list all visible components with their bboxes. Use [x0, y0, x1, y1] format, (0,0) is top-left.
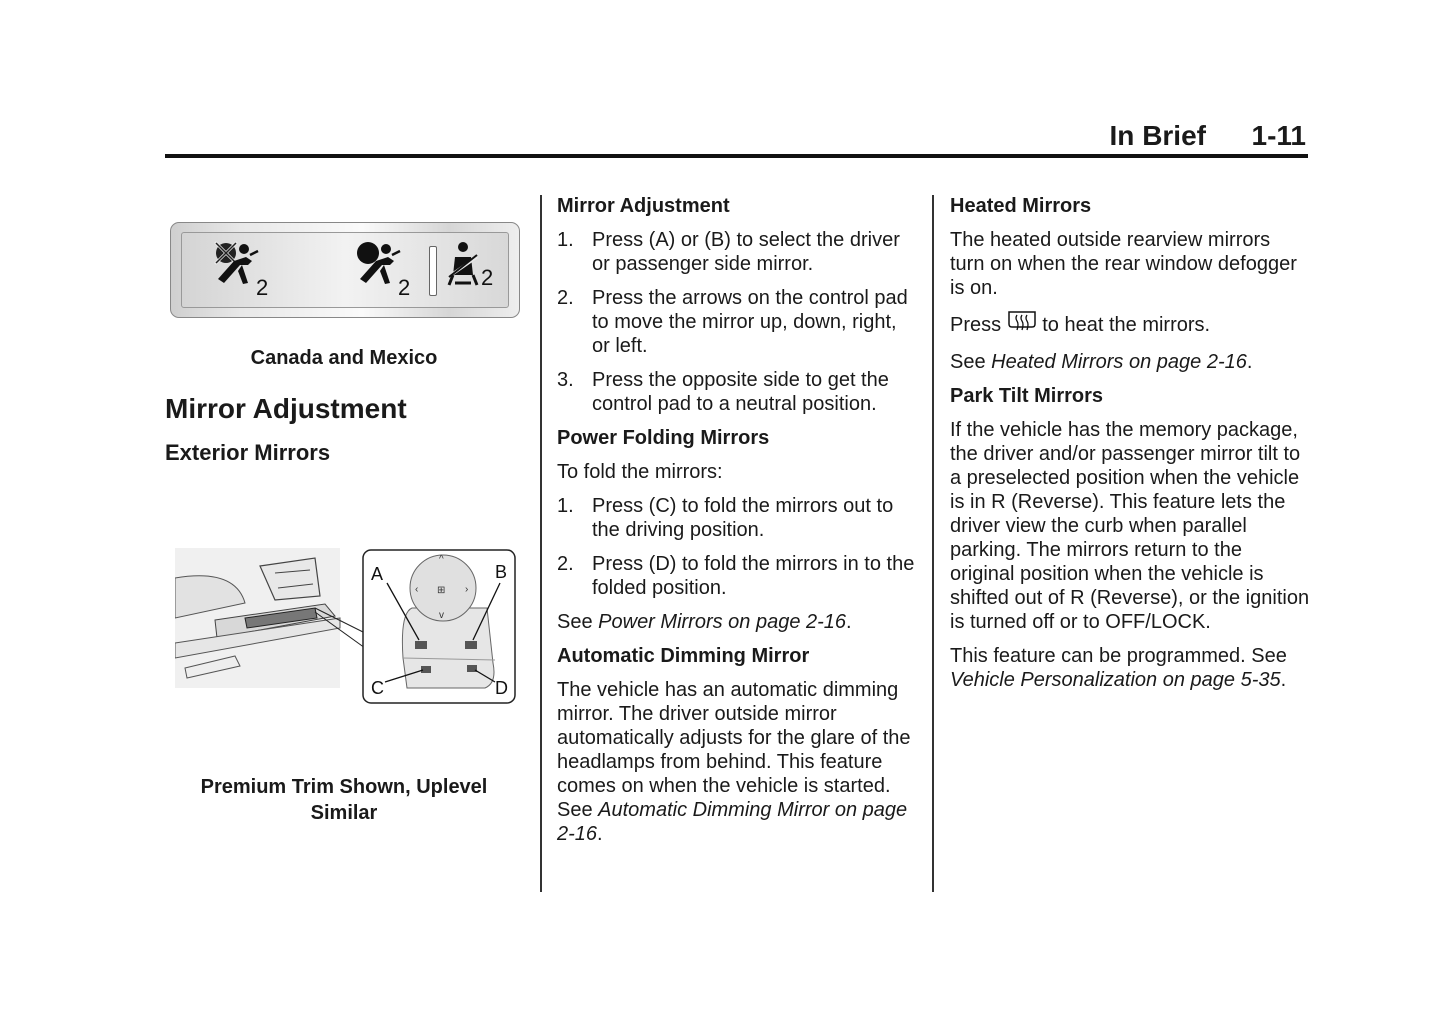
heated-mirrors-heading: Heated Mirrors: [950, 195, 1092, 217]
auto-dimming-body: The vehicle has an automatic dimming mirror. The driver outside mirror automatically adjusts for the glare of the headlamps from behind. This feature comes on when the vehicle is started. See Automatic Dimming Mirror on page 2-16.: [557, 679, 911, 845]
column-divider: [932, 195, 934, 892]
svg-text:‹: ‹: [415, 584, 419, 595]
heated-mirrors-reference: See Heated Mirrors on page 2-16.: [950, 351, 1253, 373]
mirror-adjustment-heading: Mirror Adjustment: [557, 195, 730, 217]
svg-text:v: v: [439, 610, 444, 621]
list-item: 3. Press the opposite side to get the control pad to a neutral position.: [557, 369, 889, 415]
park-tilt-program: This feature can be programmed. See Vehicle Personalization on page 5-35.: [950, 645, 1287, 691]
cross-reference-link[interactable]: Automatic Dimming Mirror on page 2-16: [557, 799, 908, 845]
cross-reference-link[interactable]: Vehicle Personalization on page 5-35: [950, 669, 1281, 691]
callout-d: D: [495, 678, 508, 698]
panel-separator: [429, 246, 437, 296]
section-heading: Mirror Adjustment: [165, 393, 407, 424]
list-item: 1. Press (C) to fold the mirrors out to the driving position.: [557, 495, 894, 541]
right-column: [950, 194, 1310, 702]
airbag-panel-caption: Canada and Mexico: [250, 347, 438, 369]
svg-text:2: 2: [256, 275, 269, 300]
svg-text:⊞: ⊞: [437, 585, 446, 596]
seatbelt-reminder-icon: [447, 239, 517, 306]
power-folding-steps: [557, 494, 919, 600]
heated-mirrors-instruction: Press to heat the mirrors.: [950, 310, 1310, 340]
page-number: 1-11: [1251, 120, 1306, 151]
rear-defogger-icon: [1007, 310, 1037, 340]
callout-c: C: [371, 678, 384, 698]
auto-dimming-heading: Automatic Dimming Mirror: [557, 645, 810, 667]
svg-text:›: ›: [465, 584, 469, 595]
mirror-control-illustration: [175, 548, 525, 708]
callout-b: B: [495, 562, 508, 582]
svg-text:^: ^: [439, 554, 444, 565]
park-tilt-body: If the vehicle has the memory package, the driver and/or passenger mirror tilt to a preselected position when the vehicle is in R (Reverse). This feature lets the driver view the curb when parallel parking. The mirrors return to the original position when the vehicle is shifted out of R (Reverse), or the ignition is turned off or to OFF/LOCK.: [950, 419, 1310, 633]
subsection-heading: Exterior Mirrors: [165, 440, 331, 465]
park-tilt-heading: Park Tilt Mirrors: [950, 385, 1104, 407]
list-item: 2. Press the arrows on the control pad to move the mirror up, down, right, or left.: [557, 287, 908, 357]
section-title: In Brief: [1109, 120, 1206, 151]
svg-text:2: 2: [481, 265, 494, 290]
callout-a: A: [371, 564, 384, 584]
mirror-adjustment-steps: [557, 228, 919, 416]
svg-text:2: 2: [398, 275, 411, 300]
middle-column: [557, 194, 919, 856]
cross-reference-link[interactable]: Power Mirrors on page 2-16: [598, 611, 847, 633]
airbag-status-panel: [170, 222, 520, 318]
column-divider: [540, 195, 542, 892]
page-header: [165, 118, 1308, 158]
cross-reference-link[interactable]: Heated Mirrors on page 2-16: [991, 351, 1247, 373]
header-rule: [165, 154, 1308, 158]
heated-mirrors-body: The heated outside rearview mirrors turn on when the rear window defogger is on.: [950, 229, 1297, 299]
illustration-caption: [165, 774, 523, 826]
passenger-airbag-on-icon: [352, 239, 422, 306]
caption-line: Premium Trim Shown, Uplevel: [200, 776, 488, 798]
passenger-airbag-off-icon: [210, 239, 280, 306]
power-folding-intro: To fold the mirrors:: [557, 461, 723, 483]
power-folding-heading: Power Folding Mirrors: [557, 427, 770, 449]
caption-line: Similar: [310, 802, 378, 824]
power-mirrors-reference: See Power Mirrors on page 2-16.: [557, 611, 852, 633]
list-item: 1. Press (A) or (B) to select the driver or passenger side mirror.: [557, 229, 900, 275]
list-item: 2. Press (D) to fold the mirrors in to the folded position.: [557, 553, 915, 599]
